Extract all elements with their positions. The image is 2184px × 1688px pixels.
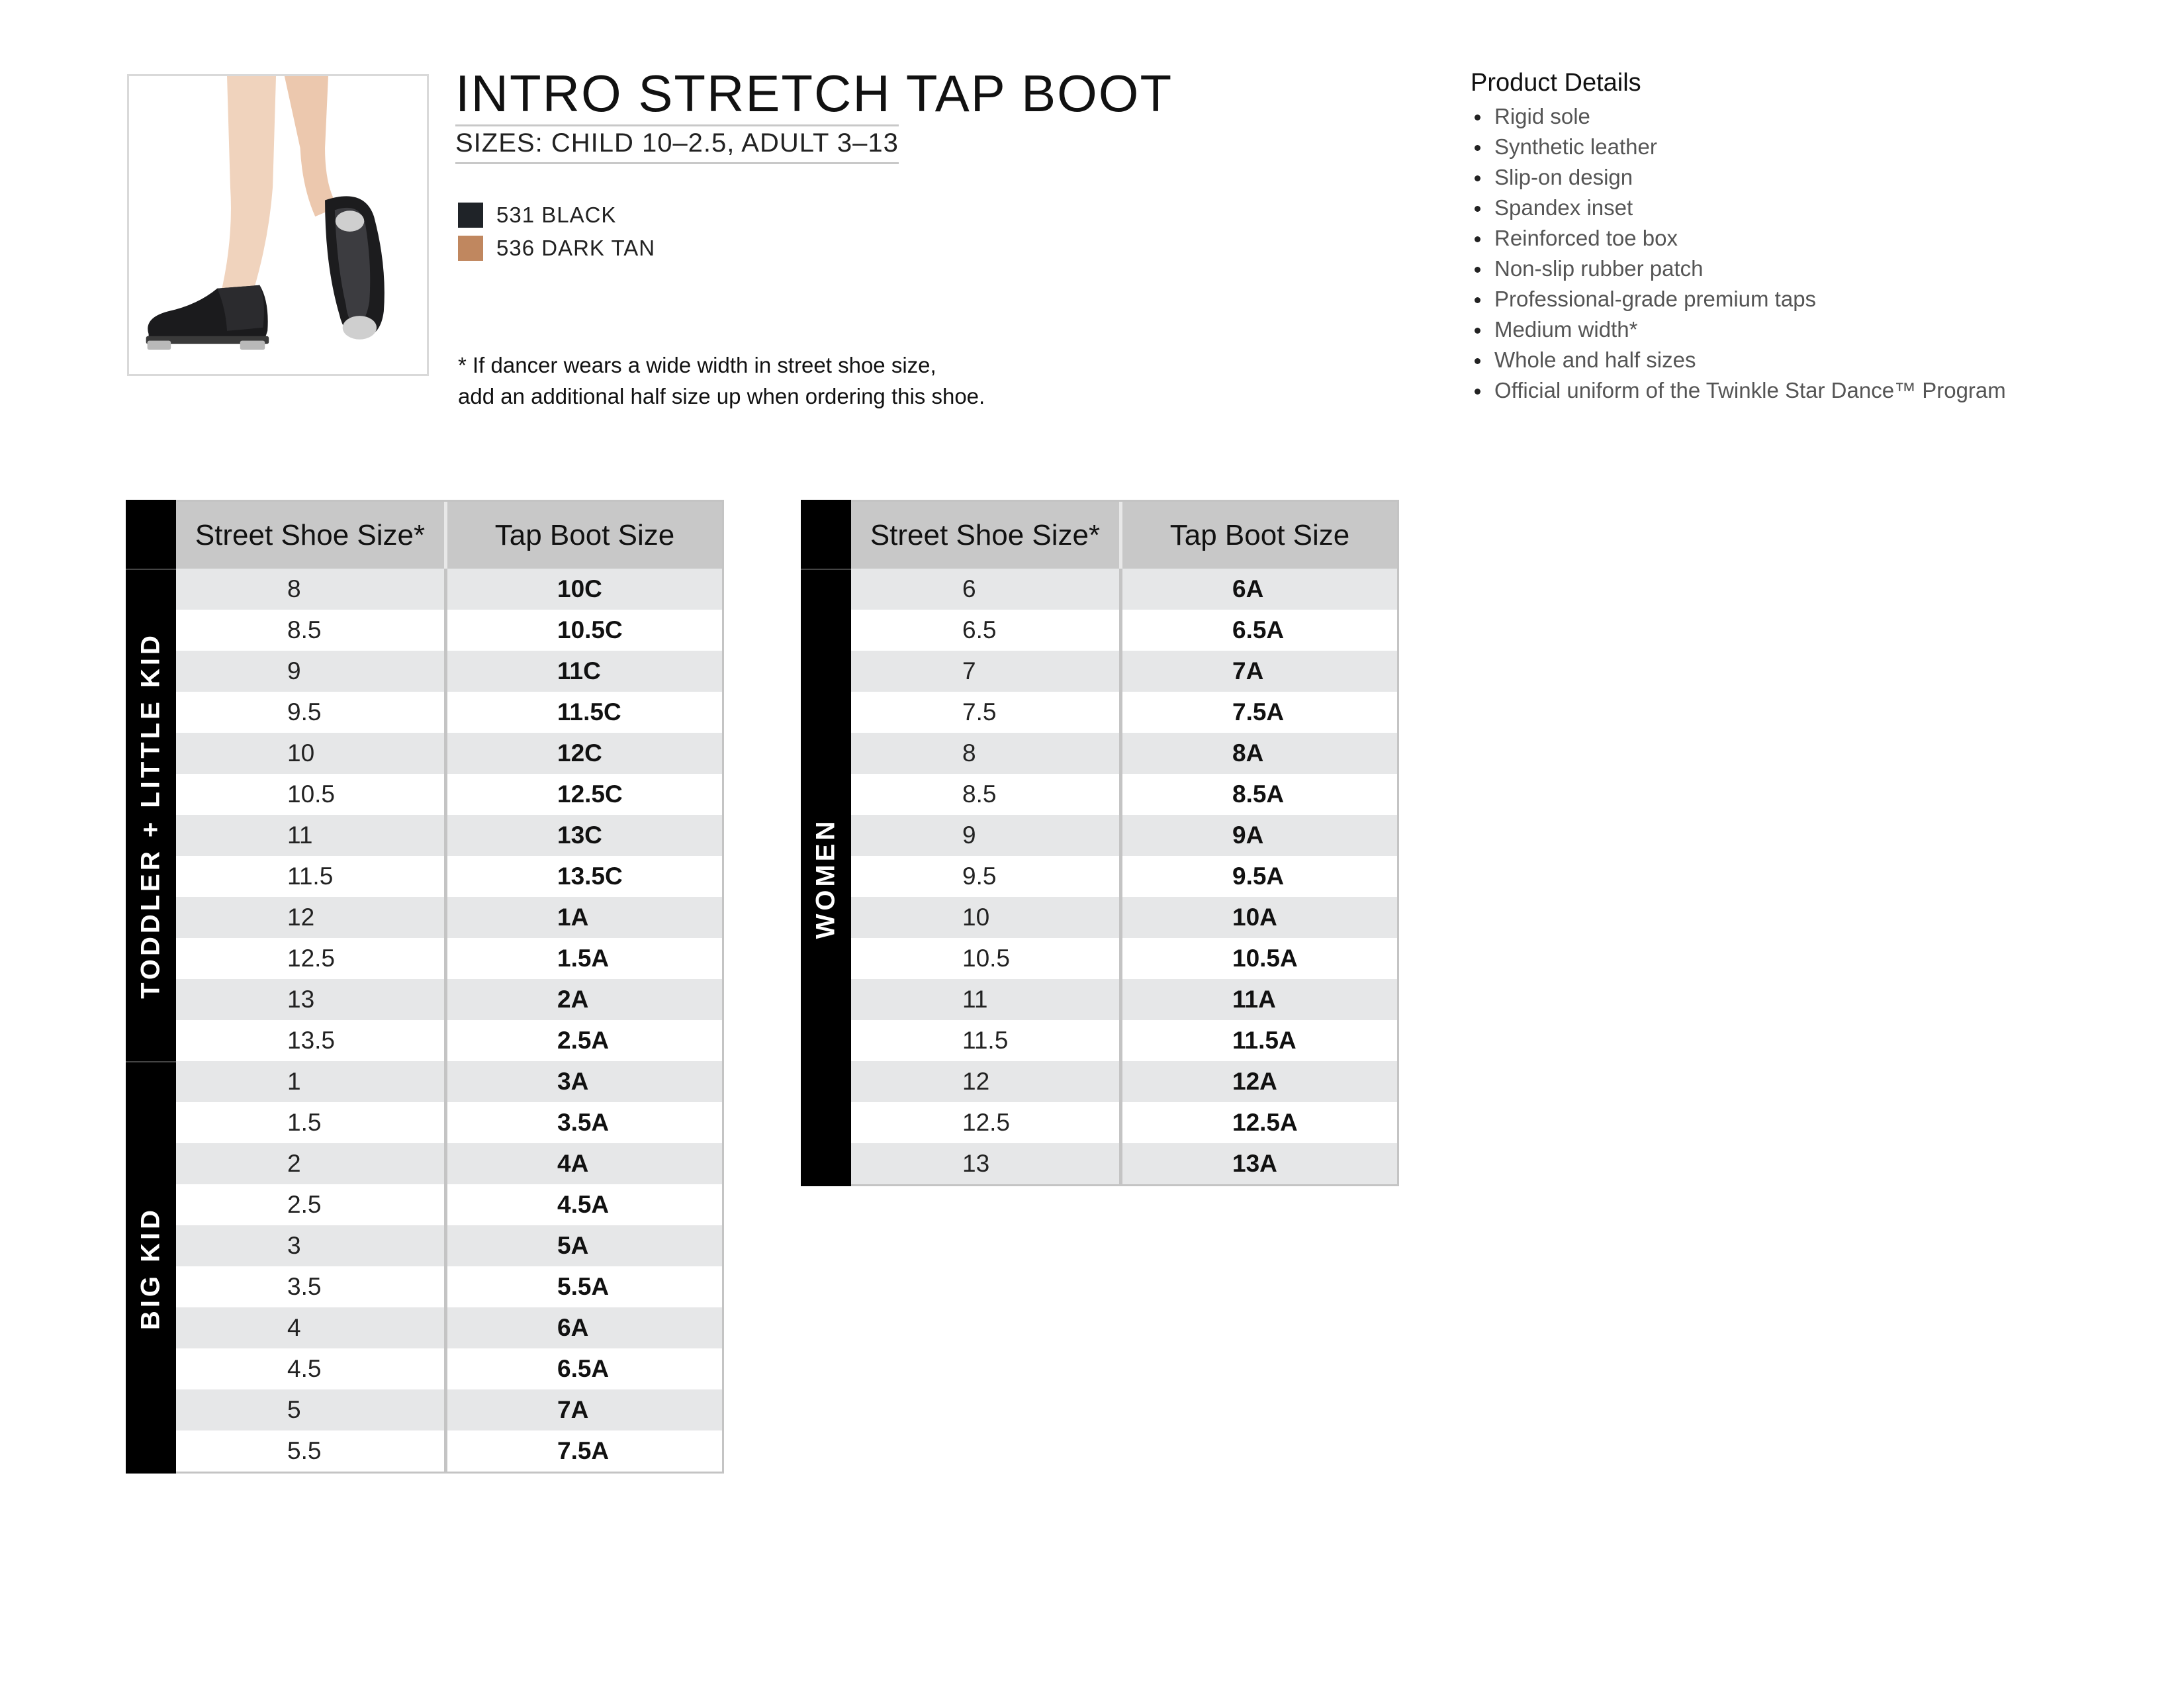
table-row [176,1307,722,1348]
product-details-list [1471,101,2006,406]
group-label: TODDLER + LITTLE KID [136,632,165,999]
tap-boot-size-cell: 3.5A [557,1109,610,1136]
header-spacer [801,500,851,569]
street-size-cell: 12 [176,897,447,938]
street-size-cell: 5.5 [176,1430,447,1472]
table-row [851,1020,1397,1061]
tap-boot-size-cell: 2.5A [557,1027,610,1054]
table-row [851,733,1397,774]
tap-boot-size-cell: 2A [557,986,589,1013]
women-size-table [801,500,1399,1186]
detail-item: Non-slip rubber patch [1471,254,2006,284]
size-grid [851,500,1399,1186]
size-grid [176,500,724,1474]
tap-boot-size-cell: 13.5C [557,863,623,890]
table-row [176,1184,722,1225]
street-size-cell: 4.5 [176,1348,447,1389]
table-row [176,651,722,692]
tap-boot-size-cell: 7.5A [1232,698,1285,726]
color-swatch-black [458,203,483,228]
table-row [851,815,1397,856]
tap-boot-size-cell: 12C [557,739,602,767]
table-row [176,569,722,610]
detail-item: Rigid sole [1471,101,2006,132]
tap-boot-size-cell: 6A [1232,575,1264,602]
group-band [126,1061,176,1474]
header-street-size: Street Shoe Size* [851,502,1122,569]
street-size-cell: 11.5 [176,856,447,897]
table-row [176,856,722,897]
street-size-cell: 5 [176,1389,447,1430]
table-row [176,774,722,815]
tap-boot-size-cell: 10C [557,575,602,602]
tap-boot-size-cell: 7A [1232,657,1264,684]
tap-boot-size-cell: 13C [557,821,602,849]
street-size-cell: 9 [851,815,1122,856]
street-size-cell: 10 [851,897,1122,938]
table-row [176,1348,722,1389]
sizing-note [458,350,985,412]
tap-boot-size-cell: 11.5A [1232,1027,1297,1054]
detail-item: Whole and half sizes [1471,345,2006,375]
table-header [176,502,722,569]
detail-item: Slip-on design [1471,162,2006,193]
table-row [851,856,1397,897]
tap-boot-size-cell: 9.5A [1232,863,1285,890]
table-row [176,610,722,651]
table-body [176,569,722,1472]
tap-boot-size-cell: 4.5A [557,1191,610,1218]
color-label: 536 DARK TAN [496,236,656,260]
tap-boot-size-cell: 13A [1232,1150,1277,1177]
table-row [176,1102,722,1143]
group-band [126,569,176,1061]
street-size-cell: 2 [176,1143,447,1184]
table-row [851,897,1397,938]
tap-boot-size-cell: 12.5C [557,780,623,808]
tap-boot-size-cell: 6A [557,1314,589,1341]
product-photo [127,74,429,376]
sizing-note-line: add an additional half size up when ordering this shoe. [458,384,985,408]
street-size-cell: 1.5 [176,1102,447,1143]
street-size-cell: 8 [176,569,447,610]
tap-boot-size-cell: 9A [1232,821,1264,849]
street-size-cell: 12 [851,1061,1122,1102]
table-row [176,1430,722,1472]
header-spacer [126,500,176,569]
table-row [851,979,1397,1020]
group-band [801,569,851,1186]
table-row [851,651,1397,692]
street-size-cell: 12.5 [176,938,447,979]
table-row [176,1143,722,1184]
street-size-cell: 7 [851,651,1122,692]
header-tap-boot-size: Tap Boot Size [494,518,675,551]
table-header [851,502,1397,569]
table-row [851,938,1397,979]
tap-boot-size-cell: 5.5A [557,1273,610,1300]
street-size-cell: 9 [176,651,447,692]
tap-boot-size-cell: 3A [557,1068,589,1095]
street-size-cell: 6 [851,569,1122,610]
table-row [851,1061,1397,1102]
street-size-cell: 10.5 [851,938,1122,979]
street-size-cell: 11.5 [851,1020,1122,1061]
table-row [851,1143,1397,1184]
table-row [176,1389,722,1430]
table-row [176,1061,722,1102]
tap-boot-size-cell: 11A [1232,986,1276,1013]
tap-boot-size-cell: 6.5A [557,1355,610,1382]
tap-boot-size-cell: 4A [557,1150,589,1177]
group-label-column [126,500,176,1474]
header-street-size: Street Shoe Size* [176,502,447,569]
tap-boot-size-cell: 10A [1232,904,1277,931]
tap-boot-size-cell: 11C [557,657,601,684]
street-size-cell: 12.5 [851,1102,1122,1143]
product-details [1471,69,2006,406]
street-size-cell: 13 [851,1143,1122,1184]
tap-boot-size-cell: 8.5A [1232,780,1285,808]
table-row [176,938,722,979]
table-row [851,610,1397,651]
street-size-cell: 13.5 [176,1020,447,1061]
table-body [851,569,1397,1184]
group-label: WOMEN [811,818,841,939]
table-row [176,1225,722,1266]
table-row [176,1020,722,1061]
group-label-column [801,500,851,1186]
table-row [851,569,1397,610]
table-row [176,733,722,774]
street-size-cell: 8.5 [176,610,447,651]
sizing-note-line: * If dancer wears a wide width in street shoe size, [458,353,936,377]
tap-boot-size-cell: 8A [1232,739,1264,767]
street-size-cell: 4 [176,1307,447,1348]
street-size-cell: 10.5 [176,774,447,815]
table-row [176,1266,722,1307]
street-size-cell: 11 [176,815,447,856]
street-size-cell: 11 [851,979,1122,1020]
detail-item: Official uniform of the Twinkle Star Dance™ Program [1471,375,2006,406]
street-size-cell: 3.5 [176,1266,447,1307]
detail-item: Synthetic leather [1471,132,2006,162]
color-options [458,199,655,265]
color-option-dark-tan [458,232,655,265]
color-label: 531 BLACK [496,203,617,227]
tap-boot-size-cell: 1.5A [557,945,610,972]
tap-boot-size-cell: 12A [1232,1068,1277,1095]
header-tap-boot-size: Tap Boot Size [1169,518,1350,551]
detail-item: Medium width* [1471,314,2006,345]
street-size-cell: 7.5 [851,692,1122,733]
street-size-cell: 8.5 [851,774,1122,815]
table-row [851,692,1397,733]
street-size-cell: 8 [851,733,1122,774]
street-size-cell: 1 [176,1061,447,1102]
table-row [851,774,1397,815]
color-option-black [458,199,655,232]
table-row [851,1102,1397,1143]
tap-boot-size-cell: 7.5A [557,1437,610,1464]
tap-boot-size-cell: 1A [557,904,589,931]
table-row [176,692,722,733]
group-label: BIG KID [136,1206,165,1330]
street-size-cell: 6.5 [851,610,1122,651]
tap-boot-size-cell: 10.5A [1232,945,1298,972]
detail-item: Reinforced toe box [1471,223,2006,254]
street-size-cell: 3 [176,1225,447,1266]
detail-item: Spandex inset [1471,193,2006,223]
tap-boot-size-cell: 5A [557,1232,589,1259]
tap-boot-size-cell: 12.5A [1232,1109,1298,1136]
street-size-cell: 9.5 [176,692,447,733]
tap-boot-size-cell: 6.5A [1232,616,1285,643]
tap-boot-size-cell: 7A [557,1396,589,1423]
tap-boot-size-cell: 11.5C [557,698,621,726]
street-size-cell: 9.5 [851,856,1122,897]
detail-item: Professional-grade premium taps [1471,284,2006,314]
table-row [176,815,722,856]
size-range: SIZES: CHILD 10–2.5, ADULT 3–13 [455,128,899,164]
product-details-title: Product Details [1471,69,1641,97]
product-title: INTRO STRETCH TAP BOOT [455,64,1173,122]
table-row [176,897,722,938]
kids-size-table [126,500,724,1474]
street-size-cell: 10 [176,733,447,774]
street-size-cell: 13 [176,979,447,1020]
tap-boot-size-cell: 10.5C [557,616,623,643]
street-size-cell: 2.5 [176,1184,447,1225]
table-row [176,979,722,1020]
color-swatch-dark-tan [458,236,483,261]
